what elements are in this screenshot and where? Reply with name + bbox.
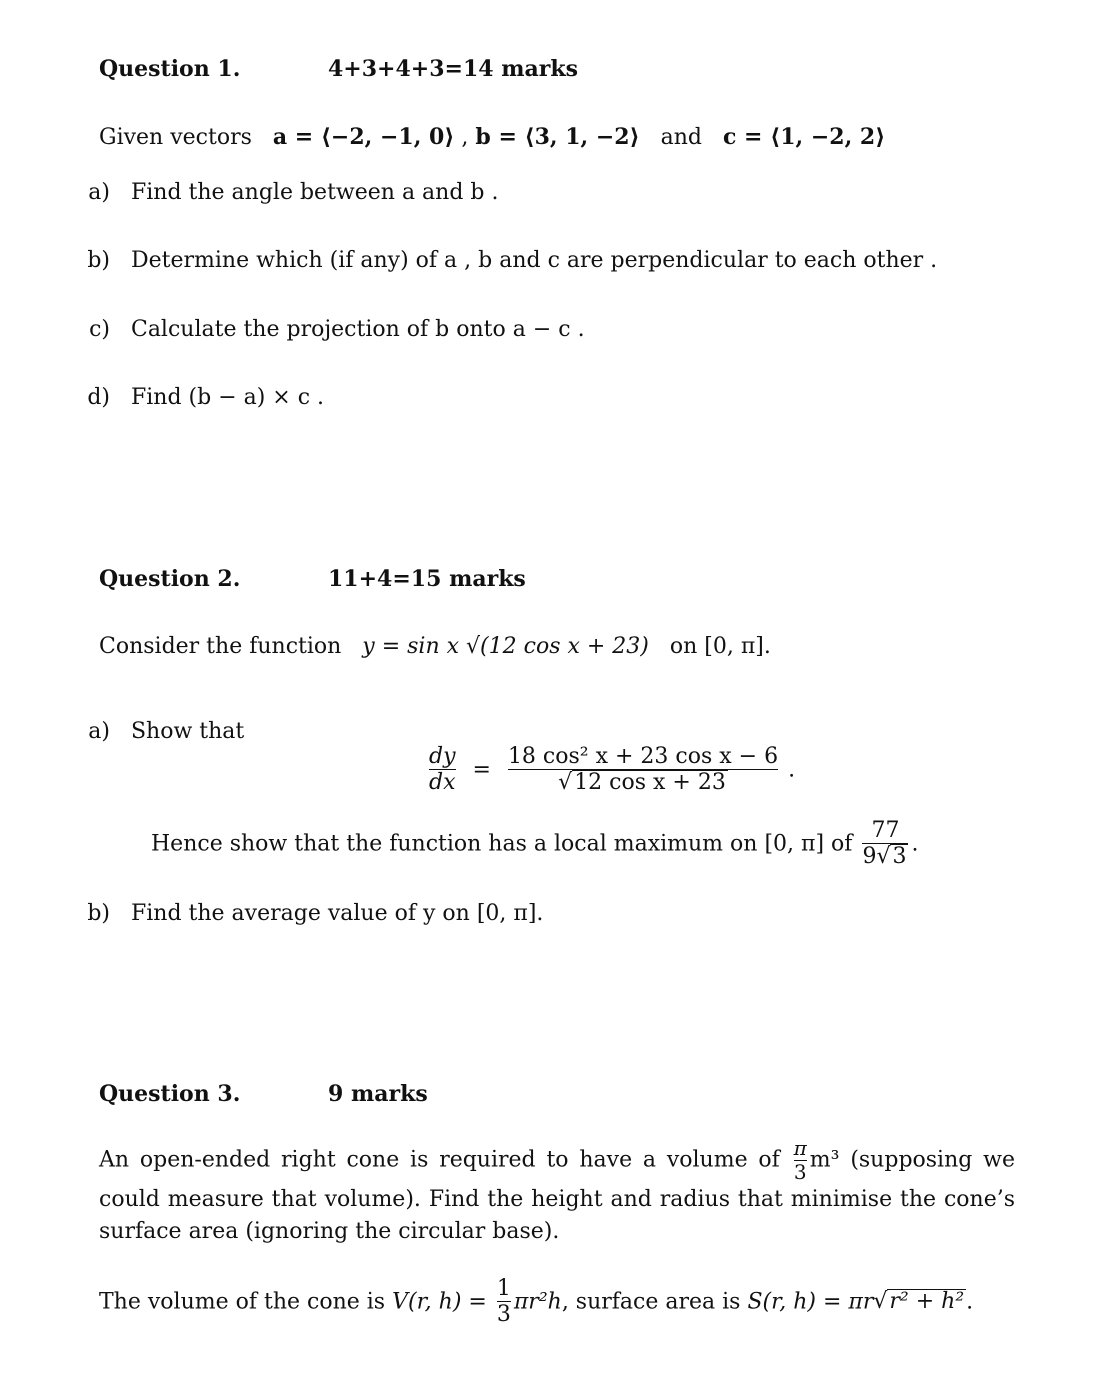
- q1-vector-c: c = ⟨1, −2, 2⟩: [723, 124, 886, 150]
- q3-formula-s: S(r, h) = πr: [747, 1289, 874, 1315]
- q3-formula-v: V(r, h) =: [392, 1289, 487, 1315]
- q2-function: y = sin x √(12 cos x + 23): [362, 634, 649, 659]
- q2-part-b: [70, 901, 543, 926]
- q3-formula-line: [99, 1276, 973, 1328]
- q2-max-den-sqrt: √3: [876, 844, 907, 870]
- q1-part-c-text: Calculate the projection of b onto a − c .: [130, 317, 585, 342]
- q1-marks: 4+3+4+3=14 marks: [328, 56, 578, 82]
- q3-para1-end: (supposing we could measure that volume). Find the height and radius that minimise the cone’s surface area (ignoring the circular base).: [99, 1147, 1016, 1244]
- q2-part-b-text: Find the average value of y on [0, π].: [130, 901, 544, 926]
- q2-title: Question 2.: [99, 566, 241, 592]
- q1-title: Question 1.: [99, 56, 241, 82]
- q1-part-c: [70, 317, 585, 342]
- q3-formula-v-fraction: [497, 1276, 511, 1328]
- q2-deriv-lhs-den: dx: [429, 770, 456, 796]
- q1-vector-b: b = ⟨3, 1, −2⟩: [475, 124, 640, 150]
- q1-part-a-text: Find the angle between a and b .: [130, 180, 499, 205]
- q2-domain: on [0, π].: [669, 634, 771, 659]
- q1-part-c-label: c): [89, 317, 110, 342]
- q3-formula-v-rest: πr²h: [513, 1289, 562, 1315]
- q1-vector-a: a = ⟨−2, −1, 0⟩: [272, 124, 455, 150]
- q2-intro-line: [99, 634, 771, 659]
- q3-formula-v-den: 3: [496, 1302, 511, 1328]
- q1-intro-line: Given vectors a = ⟨−2, −1, 0⟩ , b = ⟨3, 1, −2⟩ and c = ⟨1, −2, 2⟩: [99, 124, 886, 150]
- q2-deriv-rhs-sqrt: √12 cos x + 23: [558, 770, 726, 796]
- q2-max-den-coef: 9: [862, 844, 877, 870]
- q1-part-b-text: Determine which (if any) of a , b and c are perpendicular to each other .: [130, 248, 938, 273]
- q1-part-d: [70, 385, 324, 410]
- q1-part-d-text: Find (b − a) × c .: [130, 385, 325, 410]
- q2-deriv-lhs-num: dy: [429, 744, 456, 769]
- q2-max-num: 77: [871, 818, 900, 843]
- q3-formula-v-num: 1: [496, 1276, 511, 1301]
- q3-formula-start: The volume of the cone is: [99, 1289, 386, 1315]
- q3-paragraph: [99, 1137, 1015, 1248]
- q1-intro: Given vectors: [99, 125, 252, 150]
- q2-deriv-rhs-den: 12 cos x + 23: [574, 770, 726, 796]
- q3-vol-unit: m³: [809, 1147, 840, 1173]
- q3-marks: 9 marks: [328, 1081, 428, 1107]
- q2-deriv-lhs: [429, 744, 456, 796]
- q3-formula-end: .: [966, 1289, 974, 1315]
- q1-part-b: [70, 248, 937, 273]
- q1-part-a: [70, 180, 499, 205]
- q3-vol-num: π: [793, 1136, 807, 1160]
- q2-marks: 11+4=15 marks: [328, 566, 526, 592]
- q3-para1-start: An open-ended right cone is required to have a volume of: [99, 1147, 780, 1173]
- q2-deriv-rhs: [508, 744, 778, 796]
- q2-hence-text: Hence show that the function has a local maximum on [0, π] of: [151, 831, 853, 857]
- q2-max-fraction: [862, 818, 908, 870]
- q2-derivative-equation: $\frac{dy}{dx}$ = $\frac{\text{18 cos² x + 23 cos x − 6}}{\text{√12 cos x + 23}}$ .: [429, 744, 796, 796]
- q2-part-a: [70, 719, 244, 744]
- q3-formula-mid: , surface area is: [561, 1289, 741, 1315]
- q3-volume-fraction: [794, 1137, 807, 1184]
- q1-part-d-label: d): [87, 385, 110, 410]
- q3-formula-s-rad: r² + h²: [889, 1289, 965, 1315]
- q1-part-b-label: b): [87, 248, 110, 273]
- q2-part-a-text: Show that: [130, 719, 245, 744]
- q2-part-a-label: a): [88, 719, 110, 744]
- q3-vol-den: 3: [793, 1160, 807, 1184]
- q1-and: and: [660, 125, 703, 150]
- q2-part-b-label: b): [87, 901, 110, 926]
- q2-hence-line: Hence show that the function has a local maximum on [0, π] of $\frac{77}{9√3}$ .: [151, 818, 919, 870]
- q2-deriv-rhs-den-wrap: [508, 769, 778, 795]
- q2-max-den-rad: 3: [892, 844, 907, 870]
- q2-max-den: [862, 843, 908, 869]
- q3-formula-s-sqrt: √r² + h²: [873, 1289, 965, 1315]
- q2-deriv-rhs-num: 18 cos² x + 23 cos x − 6: [507, 744, 779, 769]
- q2-intro: Consider the function: [99, 634, 342, 659]
- q1-part-a-label: a): [88, 180, 110, 205]
- q3-title: Question 3.: [99, 1081, 241, 1107]
